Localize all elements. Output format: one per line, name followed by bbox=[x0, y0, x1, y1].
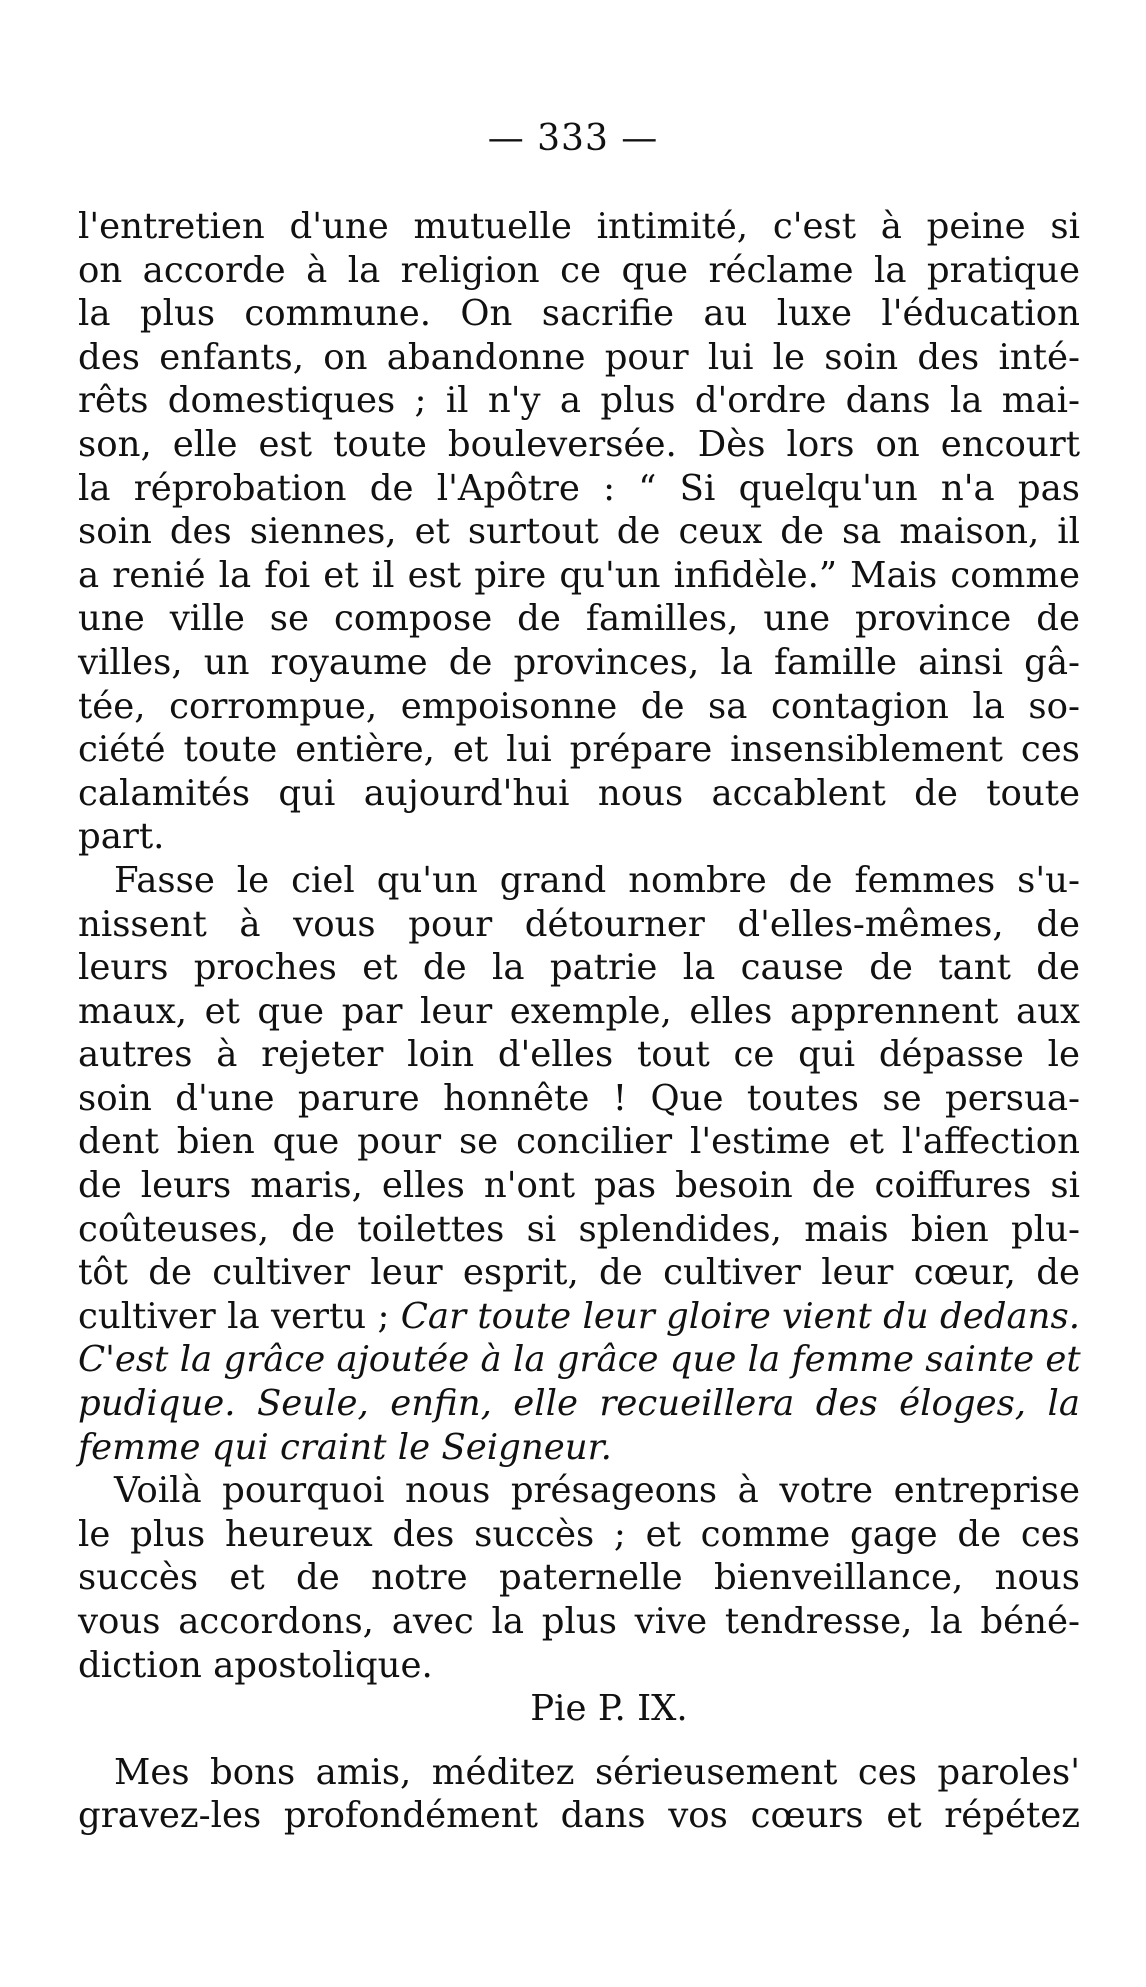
text-line: des enfants, on abandonne pour lui le soin des inté- bbox=[78, 336, 1080, 378]
text-line: ciété toute entière, et lui prépare insensiblement ces bbox=[78, 729, 1080, 771]
text-line: autres à rejeter loin d'elles tout ce qui dépasse le bbox=[78, 1034, 1080, 1076]
text-line: on accorde à la religion ce que réclame la pratique bbox=[78, 249, 1080, 291]
text-line: part. bbox=[78, 816, 165, 858]
text-line: soin des siennes, et surtout de ceux de sa maison, il bbox=[78, 511, 1080, 553]
paragraph-2 bbox=[78, 859, 1080, 1469]
text-line: succès et de notre paternelle bienveillance, nous bbox=[78, 1557, 1080, 1599]
text-line: diction apostolique. bbox=[78, 1644, 433, 1686]
text-line: la réprobation de l'Apôtre : “ Si quelqu'un n'a pas bbox=[78, 467, 1080, 509]
text-line: vous accordons, avec la plus vive tendresse, la béné- bbox=[78, 1601, 1080, 1642]
text-line: soin d'une parure honnête ! Que toutes se persua- bbox=[78, 1077, 1080, 1119]
text-line: la plus commune. On sacrifie au luxe l'éducation bbox=[78, 293, 1080, 335]
text-line: gravez-les profondément dans vos cœurs et répétez bbox=[78, 1795, 1080, 1837]
text-line: Fasse le ciel qu'un grand nombre de femmes s'u- bbox=[114, 859, 1080, 901]
text-line: son, elle est toute bouleversée. Dès lors on encourt bbox=[78, 423, 1080, 465]
text-line: l'entretien d'une mutuelle intimité, c'est à peine si bbox=[78, 206, 1080, 247]
text-line: nissent à vous pour détourner d'elles-mêmes, de bbox=[78, 903, 1080, 945]
text-line: une ville se compose de familles, une province de bbox=[78, 598, 1080, 640]
text-line: de leurs maris, elles n'ont pas besoin de coiffures si bbox=[78, 1165, 1080, 1207]
italic-line: C'est la grâce ajoutée à la grâce que la femme sainte et bbox=[78, 1339, 1081, 1381]
paragraph-3 bbox=[78, 1469, 1080, 1687]
text-line: le plus heureux des succès ; et comme gage de ces bbox=[78, 1513, 1080, 1555]
text-line: a renié la foi et il est pire qu'un infidèle.” Mais comme bbox=[78, 554, 1080, 596]
paragraph-1 bbox=[78, 205, 1080, 859]
text-line: tôt de cultiver leur esprit, de cultiver leur cœur, de bbox=[78, 1252, 1080, 1294]
text-line: Voilà pourquoi nous présageons à votre entreprise bbox=[114, 1470, 1080, 1512]
text-line: calamités qui aujourd'hui nous accablent de toute bbox=[78, 772, 1080, 814]
page-number: — 333 — bbox=[487, 118, 659, 159]
body-text bbox=[78, 205, 1080, 1838]
paragraph-gap bbox=[78, 1731, 1080, 1751]
text-line-mixed bbox=[78, 1295, 1080, 1339]
roman-text: cultiver la vertu ; bbox=[78, 1295, 401, 1337]
text-line: dent bien que pour se concilier l'estime et l'affection bbox=[78, 1121, 1080, 1163]
text-line: coûteuses, de toilettes si splendides, mais bien plu- bbox=[78, 1208, 1080, 1250]
text-line: rêts domestiques ; il n'y a plus d'ordre dans la mai- bbox=[78, 380, 1080, 422]
italic-line: femme qui craint le Seigneur. bbox=[78, 1426, 612, 1468]
text-line: tée, corrompue, empoisonne de sa contagion la so- bbox=[78, 685, 1080, 727]
paragraph-4 bbox=[78, 1751, 1080, 1838]
italic-quotation: Car toute leur gloire vient du dedans. bbox=[400, 1295, 1080, 1337]
text-line: Mes bons amis, méditez sérieusement ces paroles' bbox=[114, 1751, 1080, 1793]
text-line: maux, et que par leur exemple, elles apprennent aux bbox=[78, 990, 1080, 1032]
italic-line: pudique. Seule, enfin, elle recueillera des éloges, la bbox=[78, 1383, 1080, 1425]
text-line: leurs proches et de la patrie la cause de tant de bbox=[78, 947, 1080, 989]
text-line: villes, un royaume de provinces, la famille ainsi gâ- bbox=[78, 641, 1080, 683]
signature: Pie P. IX. bbox=[530, 1688, 688, 1730]
